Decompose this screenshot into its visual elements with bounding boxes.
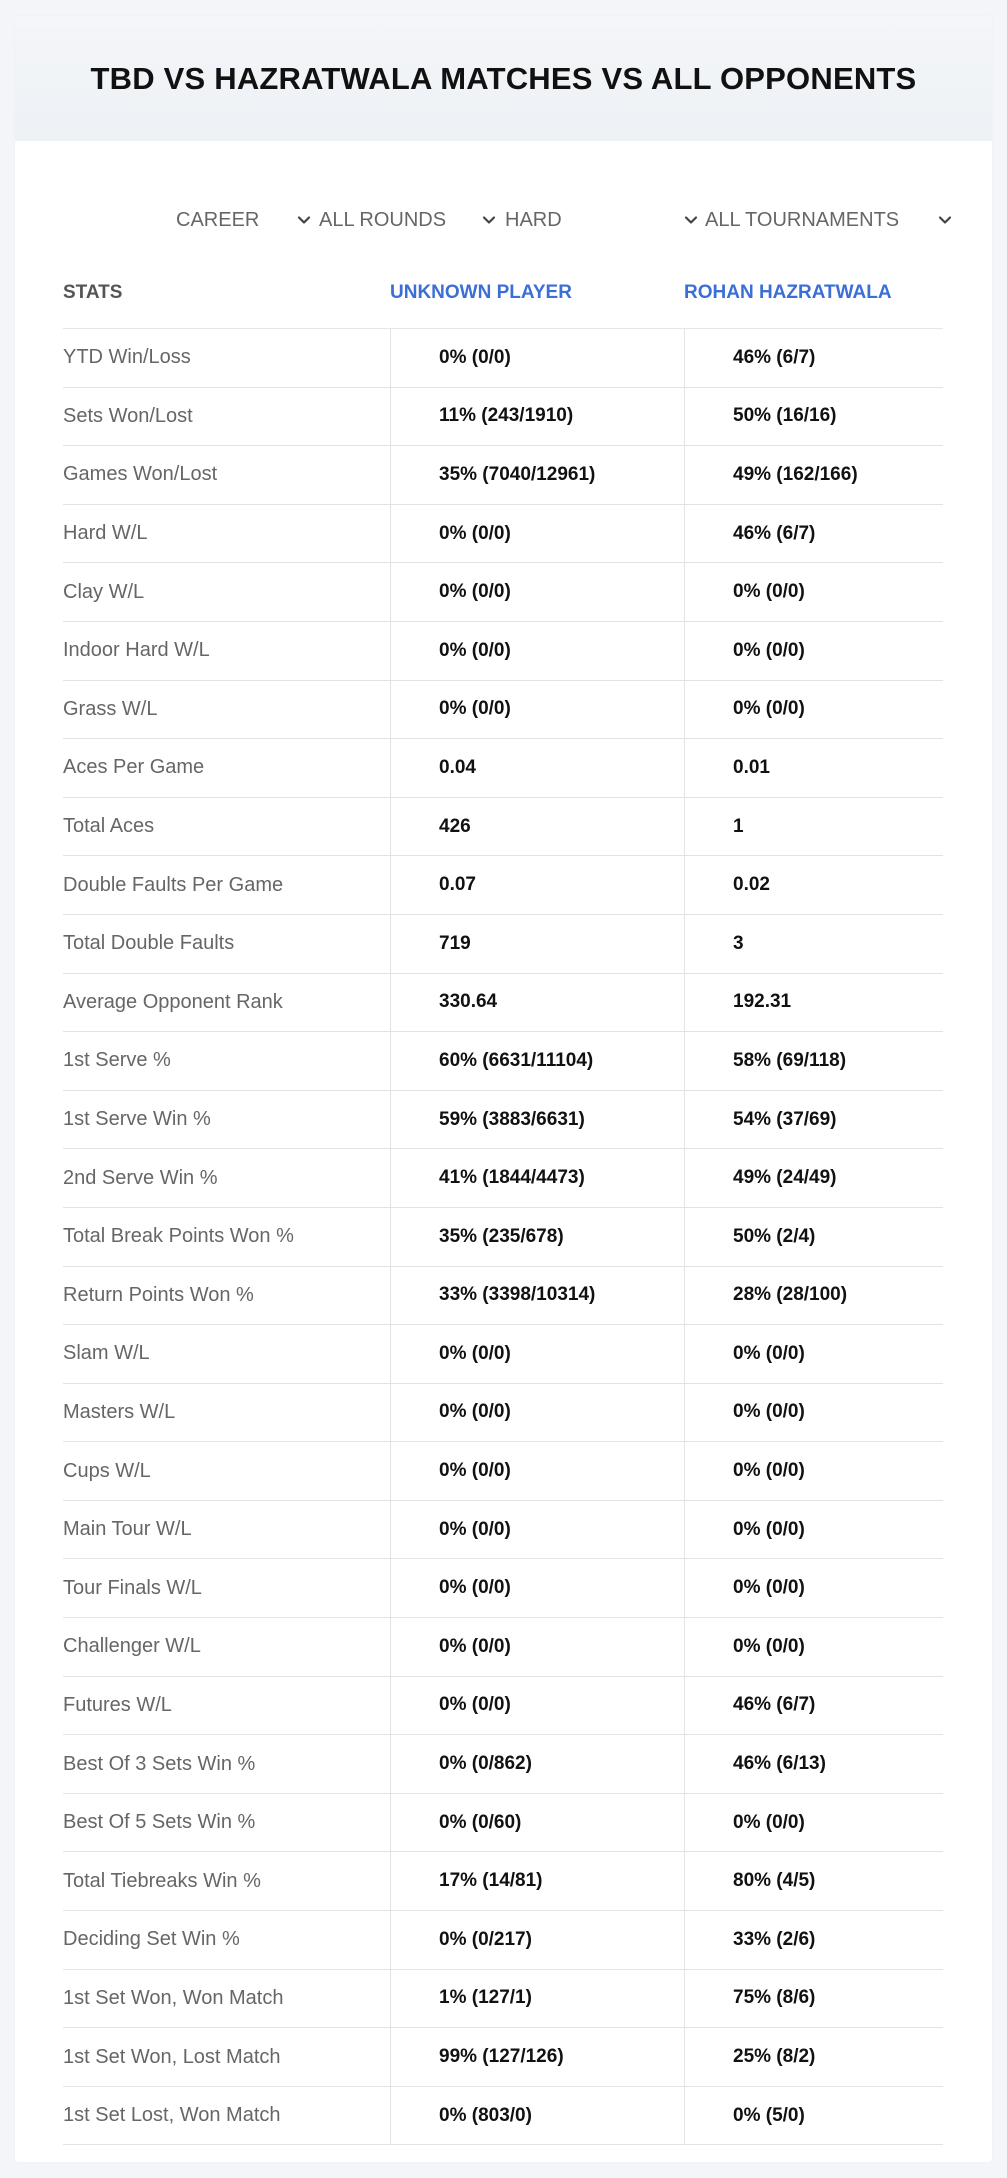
player2-value: 0% (0/0)	[684, 1501, 943, 1559]
chevron-down-icon	[937, 212, 953, 228]
player2-value: 192.31	[684, 974, 943, 1032]
player1-value: 0% (803/0)	[390, 2087, 684, 2145]
table-row	[63, 1032, 943, 1091]
player2-value: 0.01	[684, 739, 943, 797]
table-row	[63, 505, 943, 564]
player2-value: 50% (2/4)	[684, 1208, 943, 1266]
table-row	[63, 622, 943, 681]
stats-table	[63, 256, 943, 2145]
table-row	[63, 798, 943, 857]
stat-label: Challenger W/L	[63, 1635, 201, 1658]
table-row	[63, 1618, 943, 1677]
player1-value: 35% (7040/12961)	[390, 446, 684, 504]
player1-value: 0% (0/0)	[390, 1384, 684, 1442]
player1-value: 11% (243/1910)	[390, 388, 684, 446]
player1-value: 33% (3398/10314)	[390, 1267, 684, 1325]
stat-label: Best Of 5 Sets Win %	[63, 1811, 256, 1834]
player2-value: 0% (0/0)	[684, 1794, 943, 1852]
stat-label: Total Tiebreaks Win %	[63, 1869, 261, 1892]
table-header	[63, 256, 943, 329]
stat-label: Main Tour W/L	[63, 1518, 192, 1541]
table-row	[63, 681, 943, 740]
stat-label: Tour Finals W/L	[63, 1576, 202, 1599]
table-row	[63, 1677, 943, 1736]
player1-value: 0% (0/0)	[390, 681, 684, 739]
chevron-down-icon	[296, 212, 312, 228]
stat-label: Double Faults Per Game	[63, 873, 284, 896]
table-row	[63, 563, 943, 622]
table-body	[63, 329, 943, 2145]
player1-value: 719	[390, 915, 684, 973]
player1-value: 35% (235/678)	[390, 1208, 684, 1266]
stat-label: Futures W/L	[63, 1693, 172, 1716]
player1-value: 1% (127/1)	[390, 1970, 684, 2028]
table-row	[63, 974, 943, 1033]
player1-value: 0.04	[390, 739, 684, 797]
player1-value: 0% (0/0)	[390, 1325, 684, 1383]
player2-value: 25% (8/2)	[684, 2028, 943, 2086]
player2-value: 0% (0/0)	[684, 681, 943, 739]
table-row	[63, 388, 943, 447]
player1-value: 330.64	[390, 974, 684, 1032]
player2-value: 0.02	[684, 856, 943, 914]
player2-value: 58% (69/118)	[684, 1032, 943, 1090]
player2-value: 49% (24/49)	[684, 1149, 943, 1207]
player1-value: 0% (0/862)	[390, 1735, 684, 1793]
page-title: TBD VS HAZRATWALA MATCHES VS ALL OPPONENTS	[90, 60, 917, 96]
player1-value: 59% (3883/6631)	[390, 1091, 684, 1149]
column-header-player1-link[interactable]: UNKNOWN PLAYER	[390, 281, 572, 303]
player1-value: 0% (0/0)	[390, 563, 684, 621]
table-row	[63, 915, 943, 974]
filter-surface-select[interactable]	[505, 186, 705, 254]
player1-value: 0% (0/0)	[390, 1618, 684, 1676]
player2-value: 80% (4/5)	[684, 1852, 943, 1910]
player1-value: 426	[390, 798, 684, 856]
filter-bar	[15, 186, 992, 254]
table-row	[63, 1091, 943, 1150]
stat-label: Return Points Won %	[63, 1283, 254, 1306]
stat-label: Hard W/L	[63, 522, 148, 545]
player1-value: 0% (0/217)	[390, 1911, 684, 1969]
stat-label: Sets Won/Lost	[63, 404, 193, 427]
player2-value: 0% (0/0)	[684, 622, 943, 680]
table-row	[63, 1559, 943, 1618]
filter-rounds-label: ALL ROUNDS	[319, 208, 447, 231]
table-row	[63, 329, 943, 388]
stats-card	[15, 16, 992, 2162]
table-row	[63, 1970, 943, 2029]
table-row	[63, 2087, 943, 2146]
stat-label: Indoor Hard W/L	[63, 639, 210, 662]
table-row	[63, 1325, 943, 1384]
stat-label: YTD Win/Loss	[63, 346, 191, 369]
stat-label: 1st Serve Win %	[63, 1108, 211, 1131]
table-row	[63, 1794, 943, 1853]
player2-value: 49% (162/166)	[684, 446, 943, 504]
stat-label: 1st Serve %	[63, 1049, 171, 1072]
stat-label: Games Won/Lost	[63, 463, 218, 486]
player2-value: 75% (8/6)	[684, 1970, 943, 2028]
filter-period-label: CAREER	[176, 208, 260, 231]
stat-label: Total Break Points Won %	[63, 1225, 294, 1248]
player2-value: 1	[684, 798, 943, 856]
table-row	[63, 1267, 943, 1326]
table-row	[63, 1384, 943, 1443]
table-row	[63, 1149, 943, 1208]
player1-value: 0% (0/0)	[390, 1442, 684, 1500]
filter-rounds-select[interactable]	[319, 186, 502, 254]
player2-value: 0% (0/0)	[684, 1384, 943, 1442]
table-row	[63, 1208, 943, 1267]
stat-label: Aces Per Game	[63, 756, 205, 779]
player1-value: 0% (0/0)	[390, 1559, 684, 1617]
filter-tournaments-select[interactable]	[705, 186, 965, 254]
stat-label: 1st Set Lost, Won Match	[63, 2104, 281, 2127]
column-header-player2-link[interactable]: ROHAN HAZRATWALA	[684, 281, 892, 303]
player1-value: 0% (0/0)	[390, 1501, 684, 1559]
player2-value: 50% (16/16)	[684, 388, 943, 446]
table-row	[63, 1852, 943, 1911]
stat-label: Clay W/L	[63, 580, 145, 603]
player2-value: 33% (2/6)	[684, 1911, 943, 1969]
player1-value: 0% (0/0)	[390, 1677, 684, 1735]
card-header	[15, 16, 992, 141]
chevron-down-icon	[683, 212, 699, 228]
stat-label: Cups W/L	[63, 1459, 151, 1482]
table-row	[63, 1735, 943, 1794]
player1-value: 0% (0/0)	[390, 622, 684, 680]
player1-value: 99% (127/126)	[390, 2028, 684, 2086]
player1-value: 0.07	[390, 856, 684, 914]
table-row	[63, 739, 943, 798]
stat-label: 1st Set Won, Lost Match	[63, 2045, 281, 2068]
stat-label: Total Aces	[63, 815, 155, 838]
filter-surface-label: HARD	[505, 208, 562, 231]
table-row	[63, 2028, 943, 2087]
filter-tournaments-label: ALL TOURNAMENTS	[705, 208, 900, 231]
table-row	[63, 1911, 943, 1970]
player1-value: 0% (0/60)	[390, 1794, 684, 1852]
table-row	[63, 1501, 943, 1560]
player2-value: 0% (0/0)	[684, 1618, 943, 1676]
stat-label: Average Opponent Rank	[63, 990, 283, 1013]
table-row	[63, 856, 943, 915]
player1-value: 0% (0/0)	[390, 329, 684, 387]
player2-value: 3	[684, 915, 943, 973]
player2-value: 28% (28/100)	[684, 1267, 943, 1325]
player2-value: 0% (0/0)	[684, 1559, 943, 1617]
stat-label: Total Double Faults	[63, 932, 235, 955]
player1-value: 0% (0/0)	[390, 505, 684, 563]
stat-label: Slam W/L	[63, 1342, 150, 1365]
player2-value: 54% (37/69)	[684, 1091, 943, 1149]
player2-value: 0% (0/0)	[684, 563, 943, 621]
player2-value: 46% (6/7)	[684, 329, 943, 387]
filter-period-select[interactable]	[176, 186, 314, 254]
player2-value: 0% (0/0)	[684, 1442, 943, 1500]
stat-label: Grass W/L	[63, 697, 158, 720]
player2-value: 46% (6/13)	[684, 1735, 943, 1793]
stat-label: Deciding Set Win %	[63, 1928, 240, 1951]
player2-value: 46% (6/7)	[684, 505, 943, 563]
stat-label: 1st Set Won, Won Match	[63, 1986, 284, 2009]
player1-value: 60% (6631/11104)	[390, 1032, 684, 1090]
chevron-down-icon	[481, 212, 497, 228]
table-row	[63, 446, 943, 505]
player1-value: 17% (14/81)	[390, 1852, 684, 1910]
player1-value: 41% (1844/4473)	[390, 1149, 684, 1207]
player2-value: 0% (5/0)	[684, 2087, 943, 2145]
stat-label: Best Of 3 Sets Win %	[63, 1752, 256, 1775]
player2-value: 0% (0/0)	[684, 1325, 943, 1383]
table-row	[63, 1442, 943, 1501]
stat-label: Masters W/L	[63, 1400, 176, 1423]
column-header-stats: STATS	[63, 281, 123, 303]
player2-value: 46% (6/7)	[684, 1677, 943, 1735]
stat-label: 2nd Serve Win %	[63, 1166, 218, 1189]
